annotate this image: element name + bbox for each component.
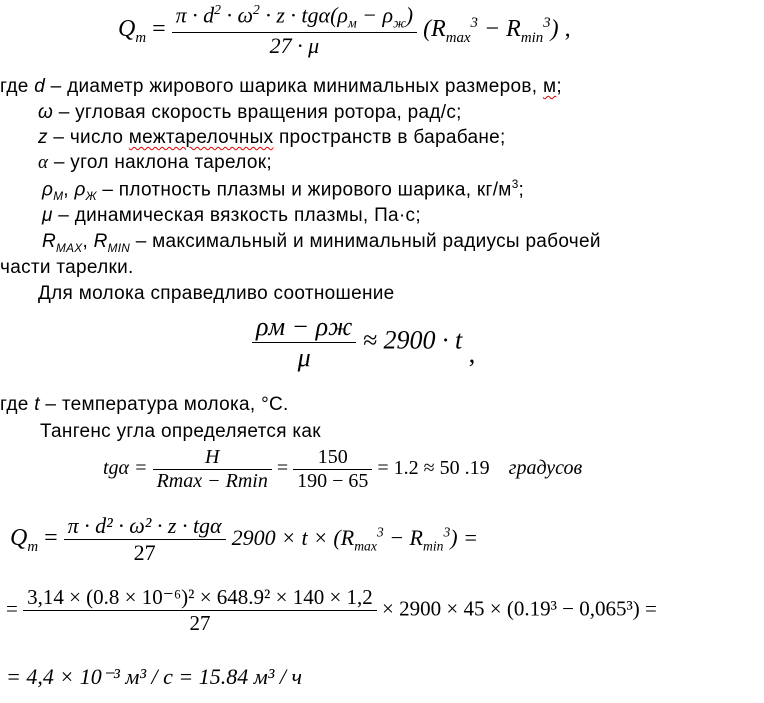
formula-milk-comma: , [468,339,476,369]
formula-tg-fraction-2 [293,446,372,493]
def-r-text: – максимальный и минимальный радиусы рабочей [130,231,601,252]
sym-r-max-sub: MAX [56,241,83,255]
sym-rho-m: ρ [42,179,54,201]
milk-intro-text: Для молока справедливо соотношение [38,283,395,304]
def-t-unit: °С. [261,394,289,415]
sym-r-max: R [42,231,57,252]
formula-tg-fraction-1 [153,446,272,493]
sym-rho-zh-sub: Ж [85,190,97,204]
formula-milk-numerator: ρм − ρж [256,312,353,341]
formula-calc-rhs: × 2900 × 45 × (0.19³ − 0,065³) = [382,596,657,621]
formula-milk-fraction [252,312,356,373]
sym-z: z [38,127,48,148]
tangent-intro-line [40,421,321,443]
formula-milk-rhs: ≈ 2900 · t [362,325,463,355]
def-rho-text: – плотность плазмы и жирового шарика, кг/м [96,179,512,201]
sym-alpha: α [38,152,49,173]
def-z-misspelled-word: межтарелочных [128,127,274,148]
formula-q2 [10,513,478,566]
formula-milk-denominator: μ [252,342,356,373]
formula-q2-denominator: 27 [64,539,226,566]
def-mu-line [42,205,421,227]
def-r-cont-text: части тарелки. [0,257,134,278]
def-z-text-a: – число [47,127,129,148]
formula-tg-eq2: = [276,457,289,480]
def-rho-sup: 3 [511,178,519,191]
sym-rho-m-sub: М [53,190,64,204]
def-t-line [0,394,289,416]
def-alpha-line [38,152,272,174]
formula-calc-fraction [23,585,377,636]
formula-q2-equals: = [44,525,58,552]
formula-tg-num1: H [204,446,220,468]
def-rho-line [42,178,524,203]
def-d-end: ; [556,76,562,97]
formula-q2-lhs: $Q_т$ [10,525,39,555]
sym-r-min: R [93,231,108,252]
sym-d: d [34,76,46,97]
def-z-line [38,127,506,149]
def-d-text: – диаметр жирового шарика минимальных размеров, [45,76,543,97]
formula-tg-rhs: = 1.2 ≈ 50 .19 [377,457,490,480]
sym-mu: μ [42,205,53,226]
def-rho-end: ; [518,179,525,201]
formula-result-text: = 4,4 × 10⁻³ м³ / с = 15.84 м³ / ч [6,664,303,689]
def-omega-text: – угловая скорость вращения ротора, рад/с; [53,102,462,123]
formula-q-throughput [118,2,571,59]
formula-tg [103,446,582,493]
formula-tg-den2: 190 − 65 [293,469,372,493]
formula-calc-denominator: 27 [23,610,377,636]
formula-calc-equals: = [6,596,18,621]
def-r-line [42,231,744,255]
formula-tg-lhs: tgα = [103,457,148,480]
formula-q-radius-term: $(R_{max}^3 - R_{min}^3)$ [423,14,559,46]
sym-omega: ω [38,102,54,123]
formula-q2-rhs: $2900 \times t \times (R_{max}^3 - R_{min}^3)$ = [231,524,478,554]
def-rho-sep: , [63,179,75,201]
def-d-line [0,76,562,98]
formula-calc [6,585,657,636]
formula-q-fraction [172,2,417,59]
formula-calc-numerator: 3,14 × (0.8 × 10⁻⁶)² × 648.9² × 140 × 1,2 [27,585,373,609]
def-r-sep: , [82,231,94,252]
formula-tg-unit: градусов [508,457,583,480]
def-r-continuation [0,257,134,279]
milk-intro-line [38,283,395,305]
def-alpha-text: – угол наклона тарелок; [48,152,272,173]
sym-r-min-sub: MIN [107,241,131,255]
formula-q-denominator: 27 · μ [172,32,417,59]
formula-q2-fraction [64,513,226,566]
formula-milk [252,312,475,373]
sym-rho-zh: ρ [74,179,86,201]
def-z-text-c: пространств в барабане; [273,127,506,148]
def-mu-text: – динамическая вязкость плазмы, Па·с; [52,205,421,226]
formula-q-equals: = [152,15,166,42]
def-t-text: – температура молока, [39,394,262,415]
formula-result [6,664,302,690]
formula-tg-den1: Rmax − Rmin [153,469,272,493]
def-t-prefix: где [0,394,35,415]
sym-t: t [34,394,40,415]
tangent-intro-text: Тангенс угла определяется как [40,421,321,442]
formula-tg-num2: 150 [317,446,348,468]
formula-q-comma: , [564,15,571,42]
formula-q-lhs: $Q_т$ [118,15,147,46]
formula-q-numerator: $\pi \cdot d^2 \cdot \omega^2 \cdot z \cdot tg\alpha(\rho_м - \rho_ж)$ [175,2,414,31]
def-omega-line [38,102,462,124]
where-label: где [0,76,35,97]
def-d-unit: м [542,76,557,97]
formula-q2-numerator: π · d² · ω² · z · tgα [67,513,222,538]
